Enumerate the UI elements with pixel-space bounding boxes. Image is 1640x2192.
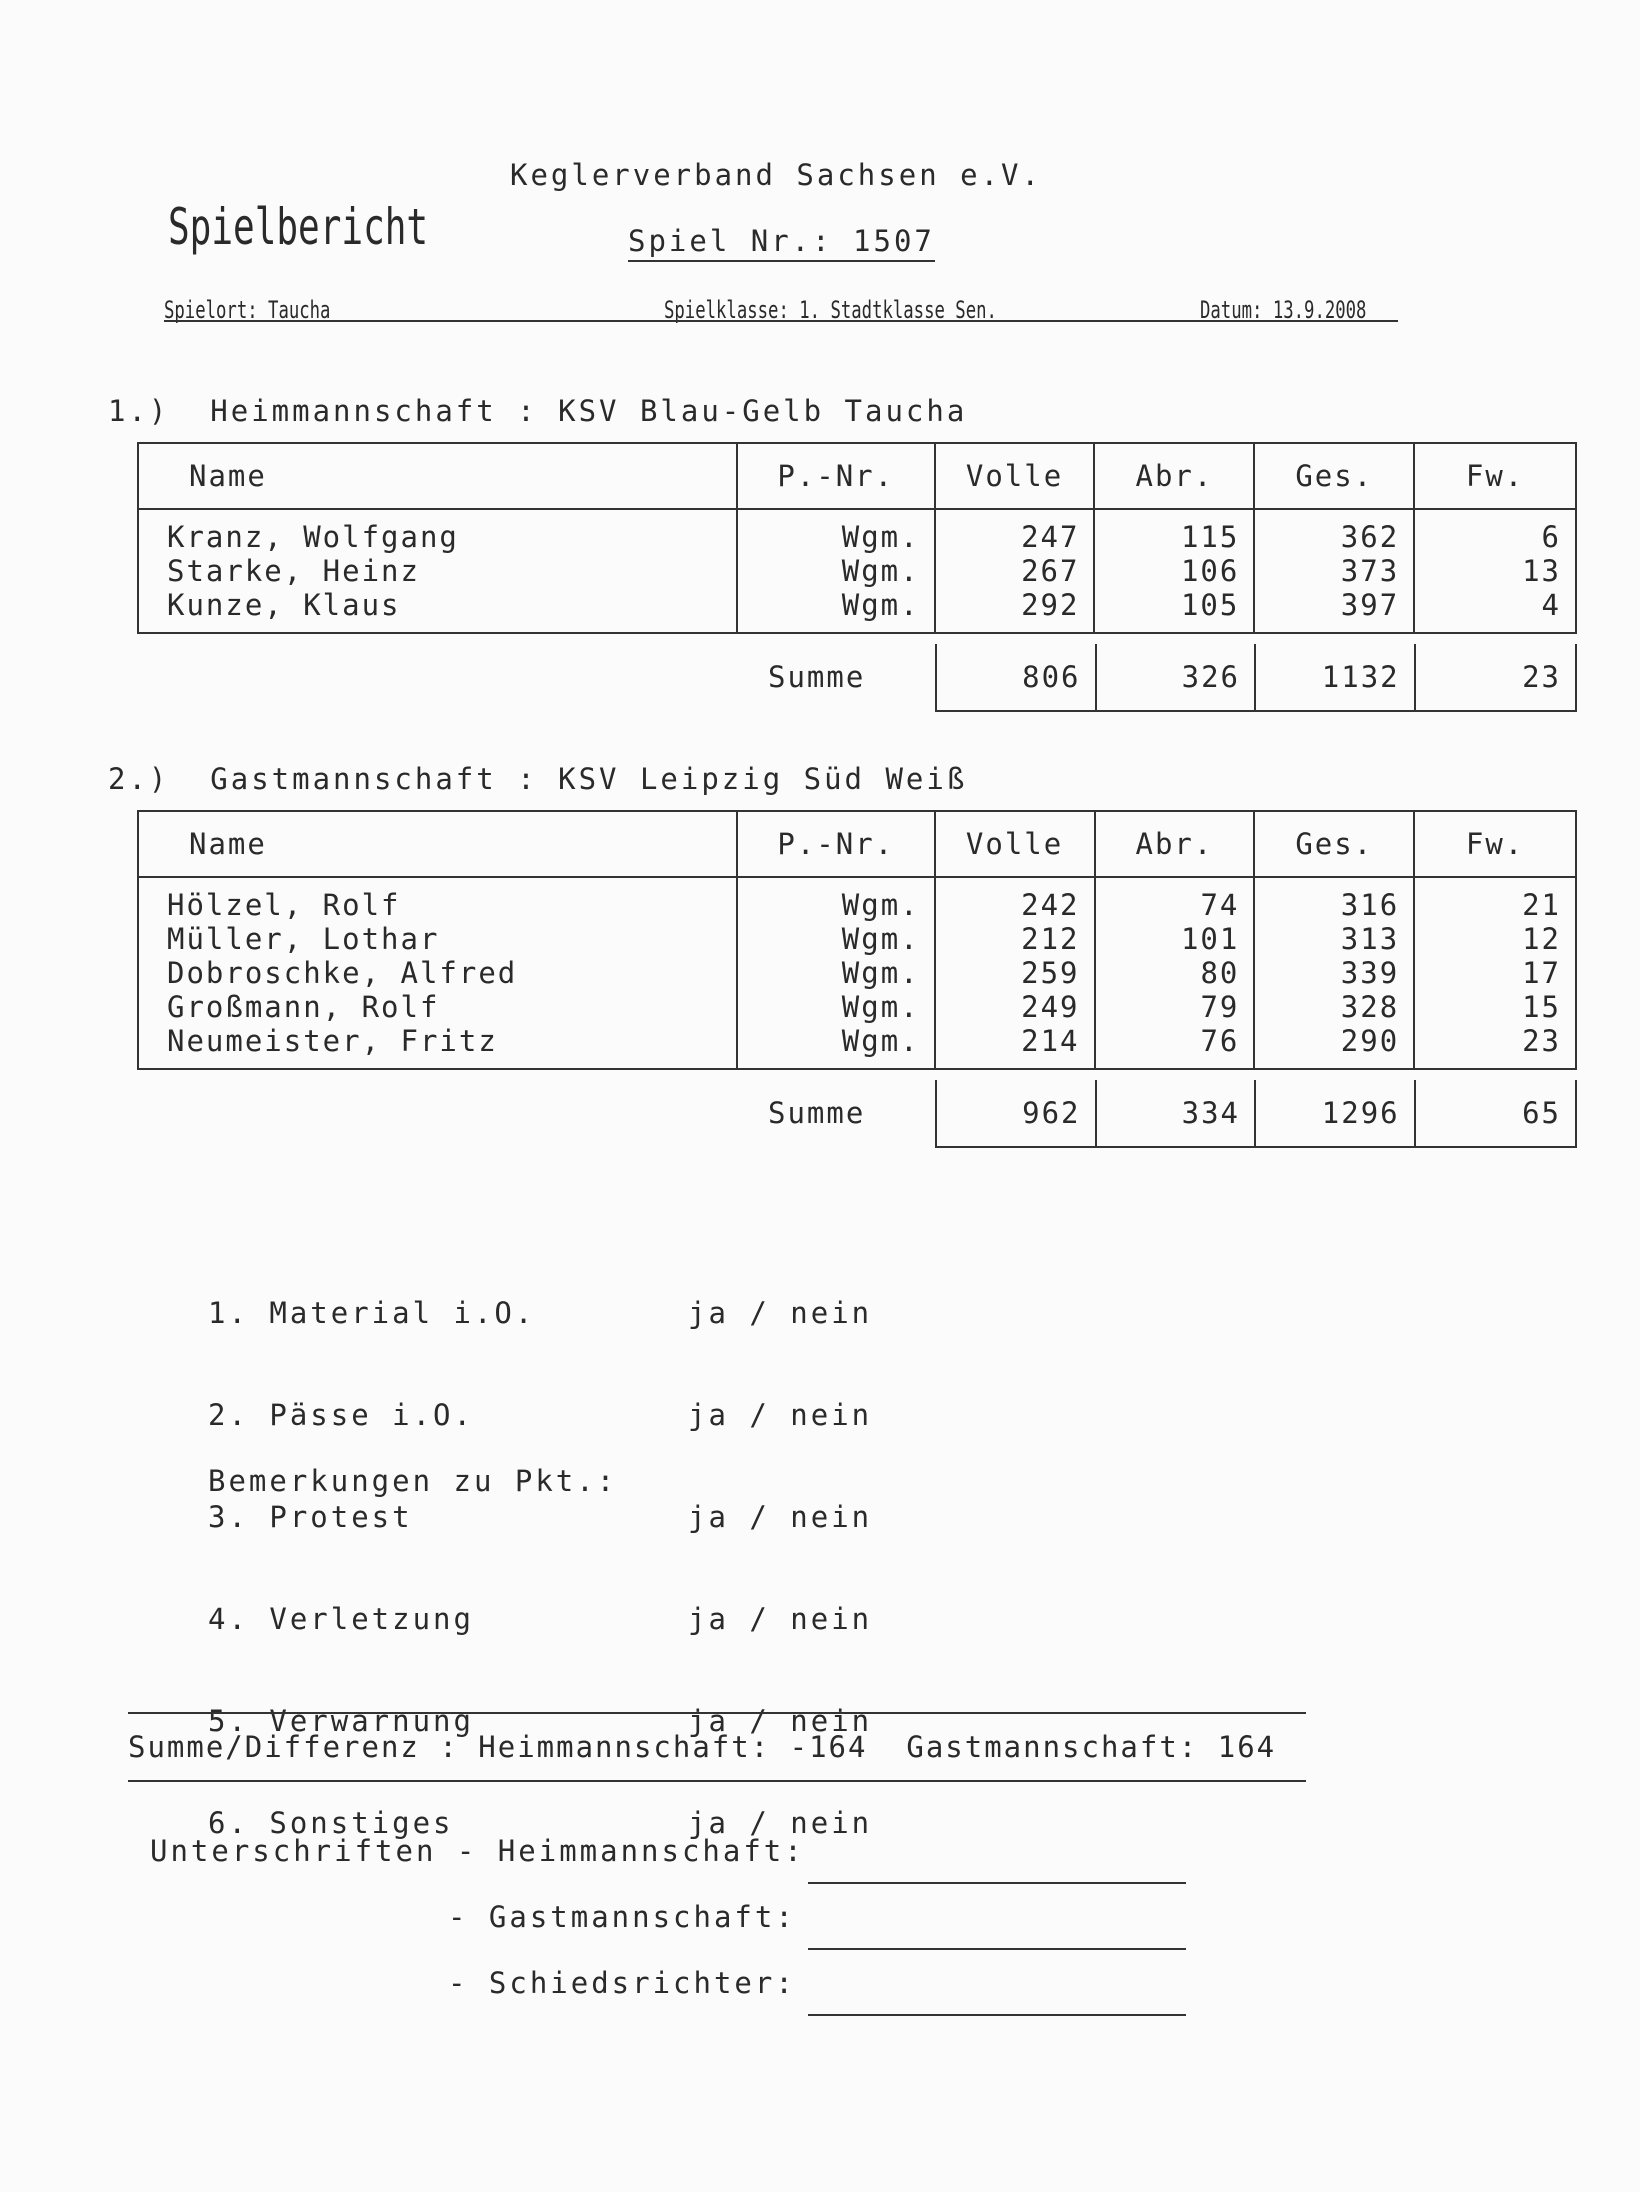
player-fw: 21	[1522, 888, 1561, 922]
player-name: Großmann, Rolf	[167, 990, 440, 1024]
player-ges: 316	[1340, 888, 1400, 922]
player-name: Neumeister, Fritz	[167, 1024, 498, 1058]
organisation-name: Keglerverband Sachsen e.V.	[510, 158, 1042, 192]
checklist-item: 4. Verletzung	[208, 1602, 474, 1636]
col-volle: Volle	[935, 811, 1095, 877]
signature-home-label: Unterschriften - Heimmannschaft:	[150, 1834, 805, 1868]
col-pnr: P.-Nr.	[737, 443, 935, 509]
col-name: Name	[138, 811, 737, 877]
player-fw: 17	[1522, 956, 1561, 990]
venue: Spielort: Taucha	[164, 296, 331, 324]
player-ges: 397	[1340, 588, 1400, 622]
checklist-item: 6. Sonstiges	[208, 1806, 454, 1840]
col-fw: Fw.	[1414, 811, 1576, 877]
player-fw: 6	[1541, 520, 1561, 554]
home-sum-label: Summe	[768, 660, 866, 694]
player-volle: 212	[1021, 922, 1080, 956]
player-volle: 259	[1021, 956, 1080, 990]
player-volle: 214	[1021, 1024, 1080, 1058]
guest-team-heading: 2.) Gastmannschaft : KSV Leipzig Süd Weiß	[108, 762, 968, 796]
player-abr: 74	[1200, 888, 1240, 922]
guest-sum-ges: 1296	[1255, 1080, 1415, 1147]
signature-referee-label: - Schiedsrichter:	[448, 1966, 796, 2000]
guest-sum-abr: 334	[1096, 1080, 1256, 1147]
checklist-item: 3. Protest	[208, 1500, 413, 1534]
player-volle: 242	[1021, 888, 1080, 922]
guest-sum-label: Summe	[768, 1096, 866, 1130]
player-name: Starke, Heinz	[167, 554, 420, 588]
player-pnr: Wgm.	[841, 520, 920, 554]
remarks-label: Bemerkungen zu Pkt.:	[208, 1464, 618, 1498]
header-rule	[164, 320, 1398, 322]
player-ges: 328	[1340, 990, 1400, 1024]
checklist-items	[208, 1228, 535, 1874]
player-abr: 79	[1200, 990, 1240, 1024]
player-ges: 313	[1340, 922, 1400, 956]
match-class: Spielklasse: 1. Stadtklasse Sen.	[664, 296, 997, 324]
home-score-table	[137, 442, 1577, 634]
player-abr: 115	[1180, 520, 1240, 554]
home-sum-volle: 806	[936, 644, 1096, 711]
player-volle: 249	[1021, 990, 1080, 1024]
col-ges: Ges.	[1254, 443, 1414, 509]
home-sum-abr: 326	[1096, 644, 1256, 711]
player-volle: 292	[1021, 588, 1080, 622]
player-pnr: Wgm.	[841, 888, 920, 922]
player-fw: 23	[1522, 1024, 1561, 1058]
player-ges: 362	[1340, 520, 1400, 554]
table-header-row	[138, 811, 1576, 877]
home-sum-table	[935, 644, 1577, 712]
player-pnr: Wgm.	[841, 990, 920, 1024]
player-ges: 290	[1340, 1024, 1400, 1058]
player-name: Kunze, Klaus	[167, 588, 401, 622]
col-pnr: P.-Nr.	[737, 811, 935, 877]
player-ges: 339	[1340, 956, 1400, 990]
summary-bottom-rule	[128, 1780, 1306, 1782]
guest-sum-fw: 65	[1415, 1080, 1576, 1147]
player-fw: 15	[1522, 990, 1561, 1024]
signature-guest-line	[808, 1948, 1186, 1950]
player-ges: 373	[1340, 554, 1400, 588]
checklist-option: ja / nein	[688, 1398, 873, 1432]
checklist-option: ja / nein	[688, 1704, 873, 1738]
col-ges: Ges.	[1254, 811, 1414, 877]
col-abr: Abr.	[1094, 443, 1254, 509]
checklist-item: 5. Verwarnung	[208, 1704, 474, 1738]
table-header-row	[138, 443, 1576, 509]
signature-referee-line	[808, 2014, 1186, 2016]
summary-top-rule	[128, 1712, 1306, 1714]
player-abr: 101	[1180, 922, 1240, 956]
player-pnr: Wgm.	[841, 922, 920, 956]
player-fw: 12	[1522, 922, 1561, 956]
player-volle: 247	[1021, 520, 1080, 554]
checklist-option: ja / nein	[688, 1602, 873, 1636]
player-abr: 80	[1200, 956, 1240, 990]
player-name: Dobroschke, Alfred	[167, 956, 518, 990]
signature-guest-label: - Gastmannschaft:	[448, 1900, 796, 1934]
col-name: Name	[138, 443, 737, 509]
player-abr: 76	[1200, 1024, 1240, 1058]
player-abr: 105	[1180, 588, 1240, 622]
summary-difference: Summe/Differenz : Heimmannschaft: -164 Gastmannschaft: 164	[128, 1730, 1277, 1764]
table-row	[138, 509, 1576, 633]
player-pnr: Wgm.	[841, 588, 920, 622]
home-sum-fw: 23	[1415, 644, 1576, 711]
col-volle: Volle	[935, 443, 1095, 509]
checklist-option: ja / nein	[688, 1296, 873, 1330]
player-name: Kranz, Wolfgang	[167, 520, 459, 554]
player-pnr: Wgm.	[841, 554, 920, 588]
checklist-item: 1. Material i.O.	[208, 1296, 536, 1330]
table-row	[138, 877, 1576, 1069]
col-abr: Abr.	[1095, 811, 1255, 877]
document-title: Spielbericht	[168, 198, 429, 256]
player-pnr: Wgm.	[841, 1024, 920, 1058]
checklist-item: 2. Pässe i.O.	[208, 1398, 474, 1432]
player-fw: 4	[1541, 588, 1561, 622]
player-name: Hölzel, Rolf	[167, 888, 401, 922]
player-name: Müller, Lothar	[167, 922, 440, 956]
checklist-options	[688, 1228, 872, 1874]
player-fw: 13	[1522, 554, 1561, 588]
guest-score-table	[137, 810, 1577, 1070]
home-team-heading: 1.) Heimmannschaft : KSV Blau-Gelb Taucha	[108, 394, 968, 428]
guest-sum-table	[935, 1080, 1577, 1148]
player-abr: 106	[1180, 554, 1240, 588]
game-number: Spiel Nr.: 1507	[628, 224, 935, 262]
match-date: Datum: 13.9.2008	[1200, 296, 1367, 324]
checklist-option: ja / nein	[688, 1500, 873, 1534]
signature-home-line	[808, 1882, 1186, 1884]
guest-sum-volle: 962	[936, 1080, 1096, 1147]
player-volle: 267	[1021, 554, 1080, 588]
player-pnr: Wgm.	[841, 956, 920, 990]
checklist-option: ja / nein	[688, 1806, 873, 1840]
col-fw: Fw.	[1414, 443, 1576, 509]
home-sum-ges: 1132	[1255, 644, 1415, 711]
